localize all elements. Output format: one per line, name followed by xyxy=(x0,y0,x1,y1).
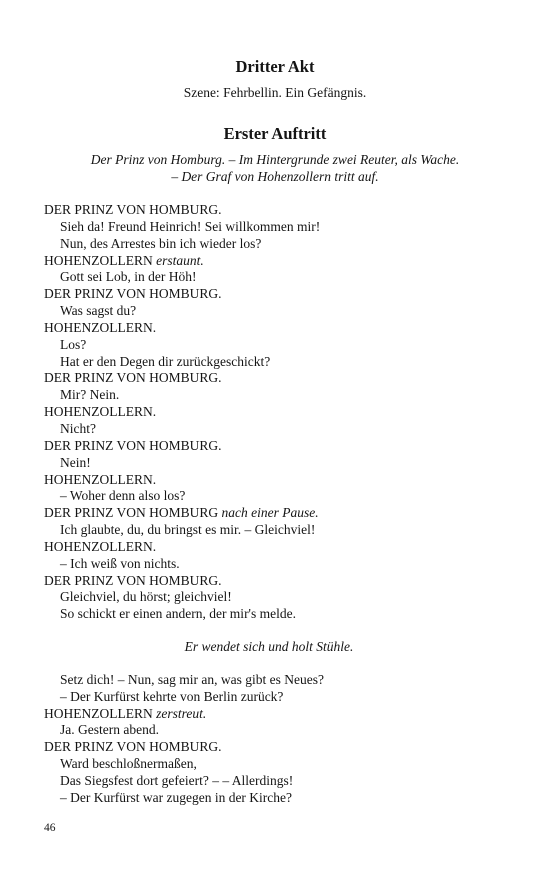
verse-text: Sieh da! Freund Heinrich! Sei willkommen mir! xyxy=(60,218,321,234)
verse-line xyxy=(44,337,524,354)
scene-description: Szene: Fehrbellin. Ein Gefängnis. xyxy=(183,85,367,100)
speaker-label: HOHENZOLLERN. xyxy=(44,404,157,420)
speaker-label: DER PRINZ VON HOMBURG. xyxy=(44,370,222,386)
verse-text: Ja. Gestern abend. xyxy=(60,722,159,738)
verse-text: Nein! xyxy=(60,454,91,470)
verse-line xyxy=(44,756,524,773)
opening-stage-direction xyxy=(0,151,550,185)
verse-line xyxy=(44,522,524,539)
speaker-name xyxy=(44,472,524,489)
verse-line xyxy=(44,269,524,286)
verse-text: Los? xyxy=(60,336,87,352)
verse-text: So schickt er einen andern, der mir's melde. xyxy=(60,606,296,622)
stage-direction-line: Der Prinz von Homburg. – Im Hintergrunde zwei Reuter, als Wache. xyxy=(90,152,460,167)
speaker-label: DER PRINZ VON HOMBURG. xyxy=(44,739,222,755)
speaker-name xyxy=(44,404,524,421)
verse-line xyxy=(44,455,524,472)
verse-text: Nicht? xyxy=(60,420,96,436)
verse-line xyxy=(44,589,524,606)
verse-text: Was sagst du? xyxy=(60,303,137,319)
speaker-label: DER PRINZ VON HOMBURG. xyxy=(44,286,222,302)
speaker-label: DER PRINZ VON HOMBURG. xyxy=(44,202,222,217)
verse-text: Gleichviel, du hörst; gleichviel! xyxy=(60,589,232,605)
speaker-name xyxy=(44,706,524,723)
verse-line xyxy=(44,303,524,320)
speaker-name xyxy=(44,370,524,387)
speaker-name xyxy=(44,320,524,337)
speaker-name xyxy=(44,438,524,455)
verse-text: Nun, des Arrestes bin ich wieder los? xyxy=(60,235,262,251)
verse-line xyxy=(44,672,524,689)
verse-text: – Der Kurfürst war zugegen in der Kirche? xyxy=(60,789,293,805)
speaker-label: HOHENZOLLERN xyxy=(44,252,153,268)
verse-line xyxy=(44,722,524,739)
stage-direction-line: – Der Graf von Hohenzollern tritt auf. xyxy=(171,169,379,184)
verse-text: – Der Kurfürst kehrte von Berlin zurück? xyxy=(60,688,284,704)
verse-text: Das Siegsfest dort gefeiert? – – Allerdings! xyxy=(60,773,294,788)
verse-line xyxy=(44,689,524,706)
speaker-name xyxy=(44,286,524,303)
speaker-label: DER PRINZ VON HOMBURG. xyxy=(44,572,222,588)
scene-title: Erster Auftritt xyxy=(223,124,327,143)
speaker-label: HOHENZOLLERN. xyxy=(44,538,157,554)
speaker-name xyxy=(44,253,524,270)
verse-line xyxy=(44,421,524,438)
speaker-name xyxy=(44,539,524,556)
speaker-name xyxy=(44,202,524,219)
speaker-direction: nach einer Pause. xyxy=(221,505,319,521)
verse-line xyxy=(44,488,524,505)
verse-text: Gott sei Lob, in der Höh! xyxy=(60,269,197,285)
verse-text: Hat er den Degen dir zurückgeschickt? xyxy=(60,353,271,369)
speaker-label: HOHENZOLLERN. xyxy=(44,319,157,335)
verse-line xyxy=(44,790,524,807)
act-title: Dritter Akt xyxy=(235,57,315,76)
dialogue-block xyxy=(44,672,524,807)
speaker-name xyxy=(44,505,524,522)
verse-text: Mir? Nein. xyxy=(60,387,120,403)
speaker-name xyxy=(44,739,524,756)
verse-line xyxy=(44,773,524,790)
speaker-direction: erstaunt. xyxy=(156,252,204,268)
verse-line xyxy=(44,387,524,404)
speaker-direction: zerstreut. xyxy=(156,705,207,721)
stage-direction-center: Er wendet sich und holt Stühle. xyxy=(184,639,354,655)
speaker-label: DER PRINZ VON HOMBURG xyxy=(44,505,219,521)
verse-text: – Woher denn also los? xyxy=(60,488,186,504)
speaker-label: HOHENZOLLERN xyxy=(44,705,153,721)
speaker-label: DER PRINZ VON HOMBURG. xyxy=(44,437,222,453)
dialogue xyxy=(44,202,524,807)
page-number: 46 xyxy=(44,822,56,834)
verse-text: Setz dich! – Nun, sag mir an, was gibt es Neues? xyxy=(60,671,324,687)
verse-text: Ward beschloßnermaßen, xyxy=(60,756,197,772)
verse-line xyxy=(44,219,524,236)
dialogue-block xyxy=(44,202,524,623)
speaker-name xyxy=(44,573,524,590)
verse-line xyxy=(44,556,524,573)
verse-line xyxy=(44,606,524,623)
verse-line xyxy=(44,354,524,371)
speaker-label: HOHENZOLLERN. xyxy=(44,471,157,487)
verse-line xyxy=(44,236,524,253)
verse-text: Ich glaubte, du, du bringst es mir. – Gleichviel! xyxy=(60,522,316,538)
verse-text: – Ich weiß von nichts. xyxy=(60,555,180,571)
